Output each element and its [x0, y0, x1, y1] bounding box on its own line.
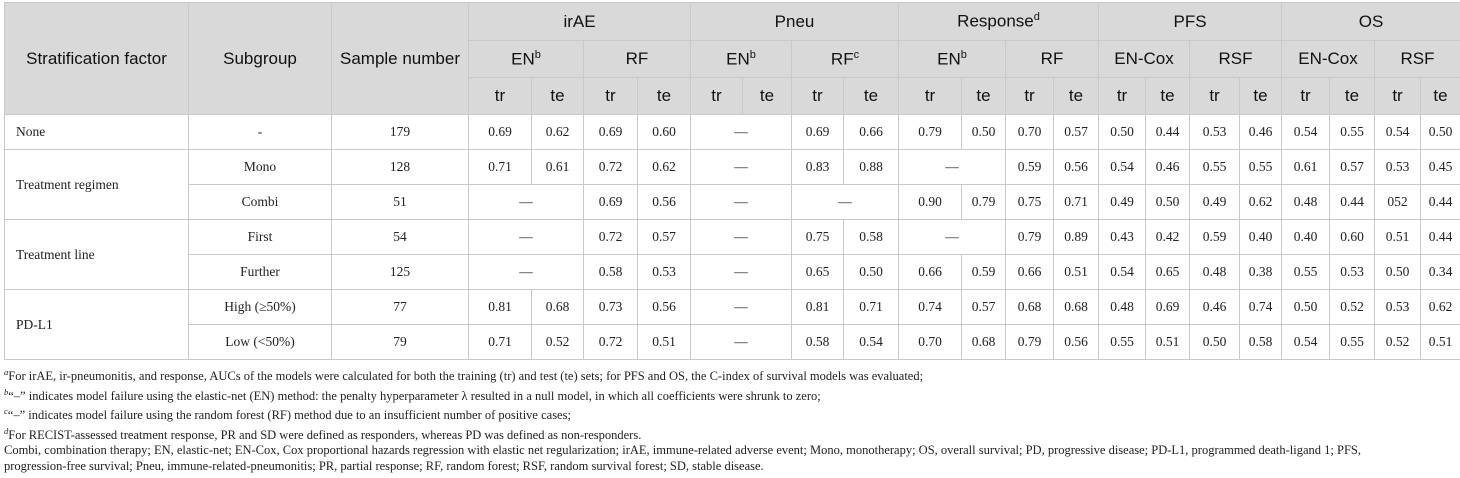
value-cell: 0.46	[1190, 290, 1240, 325]
value-cell: 0.62	[638, 150, 691, 185]
value-cell: 0.57	[962, 290, 1006, 325]
value-cell: 0.79	[899, 115, 962, 150]
value-cell: 0.49	[1190, 185, 1240, 220]
value-cell: 0.74	[899, 290, 962, 325]
value-cell: 0.69	[1146, 290, 1190, 325]
value-cell: 0.66	[899, 255, 962, 290]
header-te: te	[1146, 78, 1190, 115]
header-te: te	[1240, 78, 1282, 115]
value-cell: 0.81	[469, 290, 532, 325]
header-te: te	[532, 78, 584, 115]
header-te: te	[962, 78, 1006, 115]
footnote-marker: b	[960, 48, 967, 61]
value-cell: 0.52	[1330, 290, 1375, 325]
subgroup-cell: Combi	[189, 185, 332, 220]
value-cell: 0.79	[962, 185, 1006, 220]
value-cell: 0.51	[1421, 325, 1460, 360]
value-cell: 0.54	[1099, 150, 1146, 185]
value-cell: 0.49	[1099, 185, 1146, 220]
table-row	[5, 290, 1460, 325]
value-cell: 0.88	[844, 150, 899, 185]
value-cell: 0.56	[1054, 325, 1099, 360]
value-cell: 0.62	[1421, 290, 1460, 325]
table-row	[5, 255, 1460, 290]
footnote-marker: c	[853, 48, 860, 61]
value-cell: 0.53	[1330, 255, 1375, 290]
value-cell: —	[691, 185, 792, 220]
value-cell: 0.50	[1190, 325, 1240, 360]
header-tr: tr	[792, 78, 844, 115]
value-cell: 0.71	[469, 325, 532, 360]
value-cell: 0.61	[532, 150, 584, 185]
value-cell: 0.51	[638, 325, 691, 360]
header-tr: tr	[584, 78, 638, 115]
value-cell: 0.44	[1146, 115, 1190, 150]
header-tr: tr	[1006, 78, 1054, 115]
header-tr: tr	[1190, 78, 1240, 115]
value-cell: 0.55	[1330, 325, 1375, 360]
value-cell: 0.65	[1146, 255, 1190, 290]
header-te: te	[1421, 78, 1460, 115]
value-cell: 0.53	[1190, 115, 1240, 150]
sample-number-cell: 128	[332, 150, 469, 185]
sample-number-cell: 125	[332, 255, 469, 290]
value-cell: 0.52	[532, 325, 584, 360]
value-cell: 0.45	[1421, 150, 1460, 185]
value-cell: 0.55	[1099, 325, 1146, 360]
footnote-a	[4, 365, 1456, 385]
header-te: te	[844, 78, 899, 115]
value-cell: 0.58	[1240, 325, 1282, 360]
value-cell: 0.44	[1330, 185, 1375, 220]
header-stratification-factor: Stratification factor	[5, 3, 189, 115]
value-cell: 0.57	[1330, 150, 1375, 185]
footnote-c	[4, 404, 1456, 424]
value-cell: 0.69	[584, 115, 638, 150]
header-subgroup: Subgroup	[189, 3, 332, 115]
header-pfs-en-cox: EN-Cox	[1099, 41, 1190, 78]
sample-number-cell: 51	[332, 185, 469, 220]
header-tr: tr	[1375, 78, 1421, 115]
value-cell: 0.44	[1421, 220, 1460, 255]
value-cell: 0.50	[1421, 115, 1460, 150]
header-response-en	[899, 41, 1006, 78]
header-response-rf: RF	[1006, 41, 1099, 78]
value-cell: —	[691, 325, 792, 360]
value-cell: 0.81	[792, 290, 844, 325]
value-cell: 0.90	[899, 185, 962, 220]
value-cell: 0.66	[1006, 255, 1054, 290]
subgroup-cell: Further	[189, 255, 332, 290]
value-cell: 0.60	[1330, 220, 1375, 255]
value-cell: 0.83	[792, 150, 844, 185]
stratification-factor-cell: PD-L1	[5, 290, 189, 360]
table-row	[5, 220, 1460, 255]
value-cell: 0.51	[1146, 325, 1190, 360]
value-cell: 0.53	[1375, 150, 1421, 185]
subgroup-cell: Low (<50%)	[189, 325, 332, 360]
value-cell: 0.50	[1282, 290, 1330, 325]
header-irae: irAE	[469, 3, 691, 41]
value-cell: 0.59	[962, 255, 1006, 290]
value-cell: 0.51	[1054, 255, 1099, 290]
value-cell: 0.74	[1240, 290, 1282, 325]
stratification-factor-cell: Treatment line	[5, 220, 189, 290]
footnote-marker: d	[1033, 11, 1040, 24]
header-tr: tr	[1282, 78, 1330, 115]
value-cell: —	[691, 255, 792, 290]
method-label: EN	[511, 49, 535, 69]
method-label: RF	[830, 49, 854, 69]
header-te: te	[638, 78, 691, 115]
header-irae-en	[469, 41, 584, 78]
value-cell: 0.79	[1006, 220, 1054, 255]
subgroup-cell: High (≥50%)	[189, 290, 332, 325]
value-cell: 0.54	[844, 325, 899, 360]
value-cell: 0.55	[1330, 115, 1375, 150]
value-cell: 0.72	[584, 220, 638, 255]
value-cell: 0.62	[532, 115, 584, 150]
method-label: EN	[937, 49, 961, 69]
table-footnotes	[4, 365, 1456, 474]
value-cell: 0.61	[1282, 150, 1330, 185]
header-os: OS	[1282, 3, 1460, 41]
value-cell: 0.48	[1099, 290, 1146, 325]
footnote-marker: b	[749, 48, 756, 61]
header-pneu: Pneu	[691, 3, 899, 41]
value-cell: 0.51	[1375, 220, 1421, 255]
footnote-marker: d	[4, 425, 9, 436]
table-row	[5, 325, 1460, 360]
footnote-text: “–” indicates model failure using the elastic-net (EN) method: the penalty hyperparameter λ resulted in a null model, in which all coefficients were shrunk to zero;	[8, 388, 821, 403]
value-cell: —	[691, 290, 792, 325]
header-te: te	[1054, 78, 1099, 115]
value-cell: 0.50	[1375, 255, 1421, 290]
value-cell: 0.54	[1282, 115, 1330, 150]
value-cell: —	[469, 185, 584, 220]
value-cell: 0.70	[1006, 115, 1054, 150]
method-label: EN	[726, 49, 750, 69]
subgroup-cell: First	[189, 220, 332, 255]
value-cell: 0.66	[844, 115, 899, 150]
value-cell: —	[691, 115, 792, 150]
header-pneu-en	[691, 41, 792, 78]
header-pneu-rf	[792, 41, 899, 78]
footnote-marker: a	[4, 367, 9, 377]
header-tr: tr	[691, 78, 743, 115]
value-cell: 0.50	[962, 115, 1006, 150]
value-cell: 0.60	[638, 115, 691, 150]
value-cell: 0.55	[1240, 150, 1282, 185]
value-cell: —	[469, 220, 584, 255]
value-cell: 0.54	[1375, 115, 1421, 150]
subgroup-cell: Mono	[189, 150, 332, 185]
value-cell: 0.89	[1054, 220, 1099, 255]
value-cell: 0.68	[532, 290, 584, 325]
value-cell: 0.46	[1146, 150, 1190, 185]
header-tr: tr	[899, 78, 962, 115]
value-cell: 0.71	[1054, 185, 1099, 220]
value-cell: 0.79	[1006, 325, 1054, 360]
value-cell: 0.68	[1054, 290, 1099, 325]
value-cell: —	[691, 150, 792, 185]
footnote-d	[4, 424, 1456, 444]
abbreviations-line-2: progression-free survival; Pneu, immune-related-pneumonitis; PR, partial response; RF, random forest; RSF, random survival forest; SD, stable disease.	[4, 458, 764, 473]
value-cell: 052	[1375, 185, 1421, 220]
header-response-label: Response	[957, 11, 1034, 31]
value-cell: 0.55	[1282, 255, 1330, 290]
value-cell: 0.68	[962, 325, 1006, 360]
value-cell: 0.59	[1006, 150, 1054, 185]
footnote-text: “–” indicates model failure using the random forest (RF) method due to an insufficient number of positive cases;	[7, 408, 571, 423]
stratification-factor-cell: None	[5, 115, 189, 150]
footnote-marker: c	[4, 406, 8, 417]
value-cell: 0.34	[1421, 255, 1460, 290]
value-cell: 0.50	[844, 255, 899, 290]
value-cell: 0.40	[1282, 220, 1330, 255]
header-te: te	[1330, 78, 1375, 115]
value-cell: 0.69	[469, 115, 532, 150]
value-cell: 0.65	[792, 255, 844, 290]
value-cell: 0.50	[1099, 115, 1146, 150]
subgroup-cell: -	[189, 115, 332, 150]
value-cell: 0.58	[844, 220, 899, 255]
value-cell: 0.58	[792, 325, 844, 360]
header-os-rsf: RSF	[1375, 41, 1460, 78]
value-cell: 0.54	[1282, 325, 1330, 360]
value-cell: 0.72	[584, 325, 638, 360]
value-cell: 0.50	[1146, 185, 1190, 220]
value-cell: 0.58	[584, 255, 638, 290]
value-cell: 0.53	[1375, 290, 1421, 325]
value-cell: 0.56	[638, 185, 691, 220]
value-cell: 0.72	[584, 150, 638, 185]
value-cell: —	[899, 220, 1006, 255]
header-os-en-cox: EN-Cox	[1282, 41, 1375, 78]
value-cell: 0.54	[1099, 255, 1146, 290]
value-cell: 0.46	[1240, 115, 1282, 150]
sample-number-cell: 54	[332, 220, 469, 255]
value-cell: 0.59	[1190, 220, 1240, 255]
value-cell: —	[469, 255, 584, 290]
value-cell: 0.57	[1054, 115, 1099, 150]
sample-number-cell: 79	[332, 325, 469, 360]
header-te: te	[743, 78, 792, 115]
value-cell: 0.71	[844, 290, 899, 325]
value-cell: 0.69	[584, 185, 638, 220]
value-cell: 0.70	[899, 325, 962, 360]
header-response	[899, 3, 1099, 41]
value-cell: 0.75	[1006, 185, 1054, 220]
value-cell: —	[792, 185, 899, 220]
sample-number-cell: 179	[332, 115, 469, 150]
stratification-factor-cell: Treatment regimen	[5, 150, 189, 220]
header-irae-rf: RF	[584, 41, 691, 78]
value-cell: 0.68	[1006, 290, 1054, 325]
value-cell: 0.52	[1375, 325, 1421, 360]
value-cell: 0.55	[1190, 150, 1240, 185]
value-cell: 0.48	[1190, 255, 1240, 290]
value-cell: 0.53	[638, 255, 691, 290]
footnote-text: For irAE, ir-pneumonitis, and response, AUCs of the models were calculated for both the training (tr) and test (te) sets; for PFS and OS, the C-index of survival models was evaluated;	[8, 369, 924, 384]
footnote-marker: b	[4, 386, 9, 397]
value-cell: 0.56	[638, 290, 691, 325]
header-pfs-rsf: RSF	[1190, 41, 1282, 78]
table-row	[5, 115, 1460, 150]
footnote-b	[4, 385, 1456, 405]
sample-number-cell: 77	[332, 290, 469, 325]
footnote-text: For RECIST-assessed treatment response, PR and SD were defined as responders, whereas PD was defined as non-responders.	[8, 427, 642, 442]
value-cell: 0.38	[1240, 255, 1282, 290]
value-cell: 0.71	[469, 150, 532, 185]
table-row	[5, 185, 1460, 220]
value-cell: 0.62	[1240, 185, 1282, 220]
value-cell: —	[899, 150, 1006, 185]
value-cell: 0.56	[1054, 150, 1099, 185]
header-sample-number: Sample number	[332, 3, 469, 115]
value-cell: 0.75	[792, 220, 844, 255]
header-pfs: PFS	[1099, 3, 1282, 41]
value-cell: 0.69	[792, 115, 844, 150]
value-cell: 0.73	[584, 290, 638, 325]
value-cell: 0.44	[1421, 185, 1460, 220]
results-table	[4, 2, 1460, 360]
value-cell: —	[691, 220, 792, 255]
value-cell: 0.43	[1099, 220, 1146, 255]
value-cell: 0.40	[1240, 220, 1282, 255]
value-cell: 0.57	[638, 220, 691, 255]
value-cell: 0.48	[1282, 185, 1330, 220]
header-tr: tr	[1099, 78, 1146, 115]
header-tr: tr	[469, 78, 532, 115]
abbreviations-line-1: Combi, combination therapy; EN, elastic-net; EN-Cox, Cox proportional hazards regression with elastic net regularization; irAE, immune-related adverse event; Mono, monotherapy; OS, overall survival; PD, progressive disease; PD-L1, programmed death-ligand 1; PFS,	[4, 443, 1361, 458]
footnote-marker: b	[534, 48, 541, 61]
value-cell: 0.42	[1146, 220, 1190, 255]
table-row	[5, 150, 1460, 185]
